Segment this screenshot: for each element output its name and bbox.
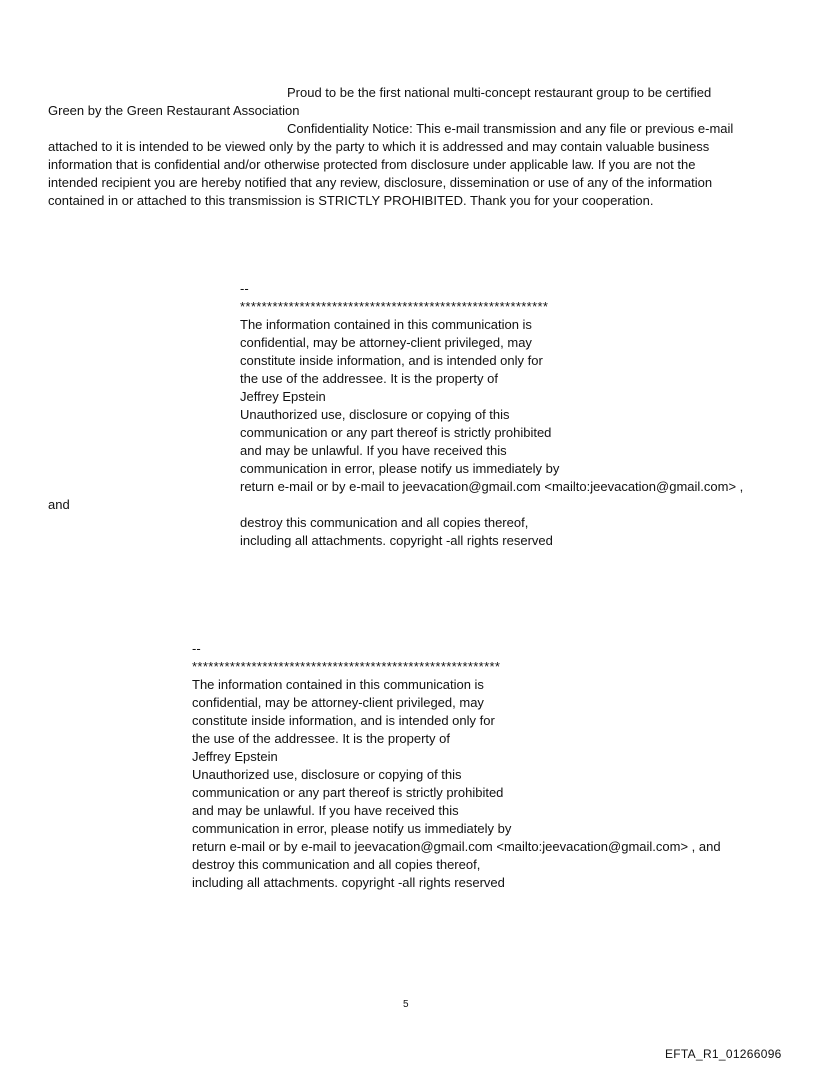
disclaimer-line: Jeffrey Epstein xyxy=(192,749,278,764)
disclaimer-line: constitute inside information, and is intended only for xyxy=(240,353,543,368)
disclaimer-line: and may be unlawful. If you have received this xyxy=(240,443,507,458)
disclaimer-line: The information contained in this communication is xyxy=(192,677,484,692)
disclaimer-line: return e-mail or by e-mail to jeevacation@gmail.com <mailto:jeevacation@gmail.com> , xyxy=(240,479,744,494)
bates-stamp: EFTA_R1_01266096 xyxy=(665,1047,782,1061)
disclaimer-line: Unauthorized use, disclosure or copying of this xyxy=(240,407,510,422)
disclaimer-line: and xyxy=(48,497,70,512)
signature-separator: -- xyxy=(240,281,249,296)
page-number: 5 xyxy=(403,999,409,1010)
asterisk-divider: ********************************************************* xyxy=(240,299,549,314)
disclaimer-line: destroy this communication and all copies thereof, xyxy=(240,515,529,530)
disclaimer-line: confidential, may be attorney-client privileged, may xyxy=(192,695,484,710)
disclaimer-line: the use of the addressee. It is the property of xyxy=(240,371,498,386)
disclaimer-line: the use of the addressee. It is the property of xyxy=(192,731,450,746)
footer-line: contained in or attached to this transmission is STRICTLY PROHIBITED. Thank you for your cooperation. xyxy=(48,193,654,208)
footer-line: information that is confidential and/or otherwise protected from disclosure under applicable law. If you are not the xyxy=(48,157,696,172)
footer-line: intended recipient you are hereby notified that any review, disclosure, dissemination or use of any of the information xyxy=(48,175,713,190)
disclaimer-line: and may be unlawful. If you have received this xyxy=(192,803,459,818)
footer-line: Confidentiality Notice: This e-mail transmission and any file or previous e-mail xyxy=(287,121,734,136)
disclaimer-line: communication in error, please notify us immediately by xyxy=(192,821,512,836)
disclaimer-line: The information contained in this communication is xyxy=(240,317,532,332)
asterisk-divider: ********************************************************* xyxy=(192,659,501,674)
disclaimer-line: destroy this communication and all copies thereof, xyxy=(192,857,481,872)
disclaimer-line: communication or any part thereof is strictly prohibited xyxy=(192,785,504,800)
disclaimer-line: communication or any part thereof is strictly prohibited xyxy=(240,425,552,440)
disclaimer-line: including all attachments. copyright -all rights reserved xyxy=(192,875,505,890)
footer-line: attached to it is intended to be viewed only by the party to which it is addressed and may contain valuable business xyxy=(48,139,710,154)
disclaimer-line: constitute inside information, and is intended only for xyxy=(192,713,495,728)
disclaimer-line: confidential, may be attorney-client privileged, may xyxy=(240,335,532,350)
disclaimer-line: Unauthorized use, disclosure or copying of this xyxy=(192,767,462,782)
disclaimer-line: Jeffrey Epstein xyxy=(240,389,326,404)
signature-separator: -- xyxy=(192,641,201,656)
footer-line: Proud to be the first national multi-concept restaurant group to be certified xyxy=(287,85,712,100)
footer-line: Green by the Green Restaurant Association xyxy=(48,103,300,118)
disclaimer-line: return e-mail or by e-mail to jeevacation@gmail.com <mailto:jeevacation@gmail.com> , and xyxy=(192,839,721,854)
disclaimer-line: including all attachments. copyright -all rights reserved xyxy=(240,533,553,548)
disclaimer-line: communication in error, please notify us immediately by xyxy=(240,461,560,476)
